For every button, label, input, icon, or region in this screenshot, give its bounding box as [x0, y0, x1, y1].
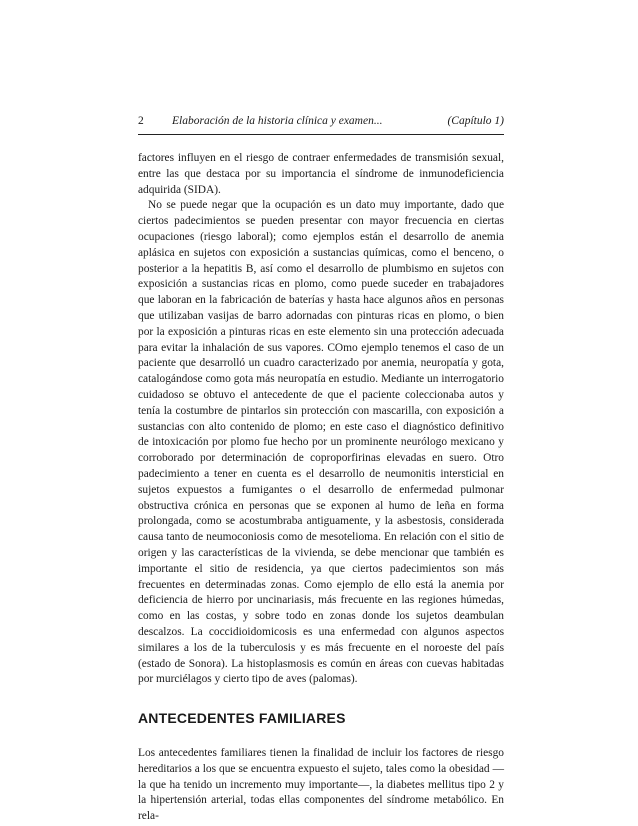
body-text — [138, 151, 504, 825]
paragraph-occupation: No se puede negar que la ocupación es un dato muy importante, dado que ciertos padecimientos se pueden presentar con mayor frecuencia en ciertas ocupaciones (riesgo laboral); como ejemplos están el desarrollo de anemia aplásica en sujetos con exposición a sustancias químicas, como el benceno, o posterior a la hepatitis B, así como el desarrollo de plumbismo en sujetos con exposición a sustancias ricas en plomo, como puede suceder en trabajadores que laboran en la fabricación de baterías y hasta hace algunos años en personas que utilizaban vasijas de barro adornadas con pinturas ricas en plomo, o bien por la exposición a pinturas ricas en este elemento sin una protección adecuada para evitar la inhalación de sus vapores. COmo ejemplo tenemos el caso de un paciente que desarrolló un cuadro caracterizado por anemia, neuropatía y gota, catalogándose como gota más neuropatía en estudio. Mediante un interrogatorio cuidadoso se obtuvo el antecedente de que el paciente coleccionaba autos y tenía la costumbre de pintarlos sin protección con mascarilla, con exposición a sustancias con alto contenido de plomo; en este caso el diagnóstico definitivo de intoxicación por plomo fue hecho por un prominente neurólogo mexicano y corroborado por determinación de coproporfirinas elevadas en suero. Otro padecimiento a tener en cuenta es el desarrollo de neumonitis intersticial en sujetos expuestos a fumigantes o el desarrollo de enfermedad pulmonar obstructiva crónica en personas que se exponen al humo de leña en forma prolongada, como se acostumbraba antiguamente, y la asbestosis, considerada causa tanto de neumoconiosis como de mesotelioma. En relación con el sitio de origen y las características de la vivienda, se debe mencionar que también es importante el sitio de residencia, ya que ciertos padecimientos son más frecuentes en determinadas zonas. Como ejemplo de ello está la anemia por deficiencia de hierro por uncinariasis, más frecuente en las regiones húmedas, como en las costas, y sobre todo en zonas donde los sujetos deambulan descalzos. La coccidioidomicosis es una enfermedad con algunos aspectos similares a los de la tuberculosis y es más frecuente en el noroeste del país (estado de Sonora). La histoplasmosis es común en áreas con cuevas habitadas por murciélagos y cierto tipo de aves (palomas). — [138, 199, 504, 686]
running-header — [138, 115, 504, 131]
header-divider — [138, 134, 504, 135]
paragraph-continuation: factores influyen en el riesgo de contraer enfermedades de transmisión sexual, entre las que destaca por su importancia el síndrome de inmunodeficiencia adquirida (SIDA). — [138, 152, 504, 196]
page-number: 2 — [138, 115, 144, 127]
running-title: Elaboración de la historia clínica y examen... — [172, 115, 383, 127]
section-heading: ANTECEDENTES FAMILIARES — [138, 710, 346, 727]
chapter-label: (Capítulo 1) — [447, 115, 504, 127]
paragraph-family-history: Los antecedentes familiares tienen la finalidad de incluir los factores de riesgo hereditarios a los que se encuentra expuesto el sujeto, tales como la obesidad —la que ha tenido un incremento muy importante—, la diabetes mellitus tipo 2 y la hipertensión arterial, todas ellas componentes del síndrome metabólico. En rela- — [138, 747, 504, 823]
